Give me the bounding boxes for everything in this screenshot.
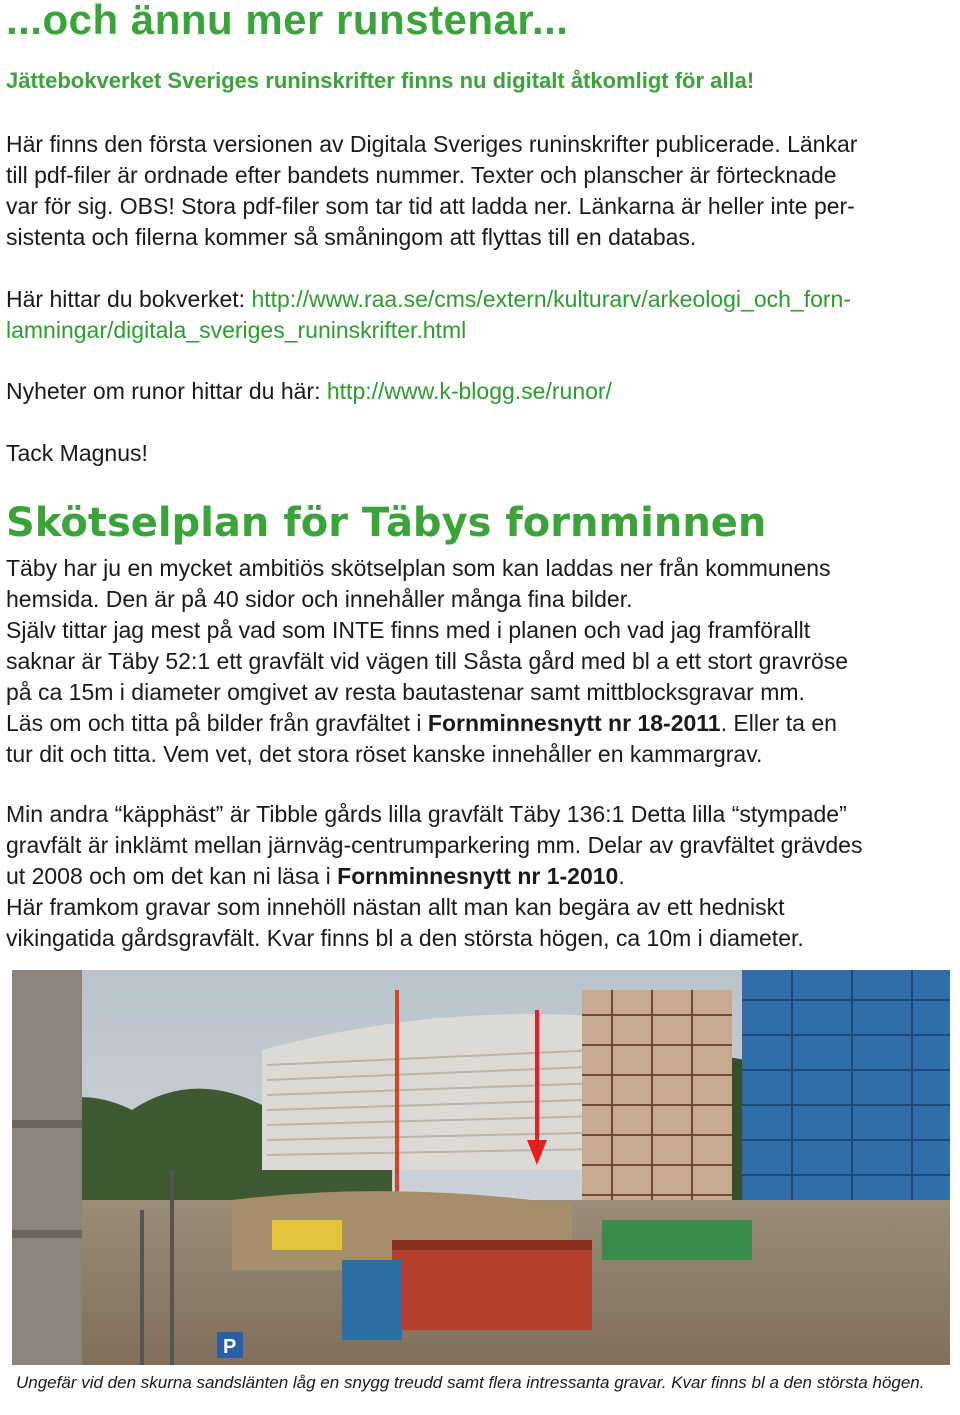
section-paragraph-1	[6, 553, 958, 770]
text-line: Min andra “käpphäst” är Tibble gårds lilla gravfält Täby 136:1 Detta lilla “stympade”	[6, 801, 847, 827]
page-title: ...och ännu mer runstenar...	[6, 0, 569, 43]
bokverket-label: Här hittar du bokverket:	[6, 286, 252, 312]
intro-line: till pdf-filer är ordnade efter bandets nummer. Texter och planscher är förtecknade	[6, 162, 837, 188]
text-line: Själv tittar jag mest på vad som INTE finns med i planen och vad jag framförallt	[6, 617, 811, 643]
text-line: saknar är Täby 52:1 ett gravfält vid vägen till Såsta gård med bl a ett stort gravröse	[6, 648, 849, 674]
text-span: .	[618, 863, 625, 889]
photo-caption: Ungefär vid den skurna sandslänten låg en snygg treudd samt flera intressanta gravar. Kvar finns bl a den största högen.	[16, 1373, 925, 1392]
text-span: . Eller ta en	[720, 710, 837, 736]
section-title: Skötselplan för Täbys fornminnen	[6, 500, 767, 546]
text-line: gravfält är inklämt mellan järnväg-centrumparkering mm. Delar av gravfältet grävdes	[6, 832, 863, 858]
text-line: vikingatida gårdsgravfält. Kvar finns bl a den största högen, ca 10m i diameter.	[6, 925, 804, 951]
intro-line: sistenta och filerna kommer så småningom att flyttas till en databas.	[6, 224, 697, 250]
construction-photo	[12, 970, 950, 1365]
text-span: Läs om och titta på bilder från gravfältet i	[6, 710, 428, 736]
text-span: ut 2008 och om det kan ni läsa i	[6, 863, 338, 889]
intro-line: var för sig. OBS! Stora pdf-filer som tar tid att ladda ner. Länkarna är heller inte per-	[6, 193, 855, 219]
text-line: Täby har ju en mycket ambitiös skötselplan som kan laddas ner från kommunens	[6, 555, 831, 581]
bokverket-paragraph	[6, 284, 954, 346]
text-line: tur dit och titta. Vem vet, det stora röset kanske innehåller en kammargrav.	[6, 741, 763, 767]
thanks-text: Tack Magnus!	[6, 440, 148, 466]
section-paragraph-2	[6, 799, 958, 954]
intro-line: Här finns den första versionen av Digitala Sveriges runinskrifter publicerade. Länkar	[6, 131, 858, 157]
text-line	[6, 861, 958, 892]
subtitle: Jättebokverket Sveriges runinskrifter finns nu digitalt åtkomligt för alla!	[6, 68, 755, 93]
nyheter-link[interactable]: http://www.k-blogg.se/runor/	[326, 378, 612, 404]
intro-paragraph	[6, 129, 954, 253]
fornminnesnytt-ref: Fornminnesnytt nr 18-2011	[427, 710, 721, 736]
bokverket-link-cont[interactable]: lamningar/digitala_sveriges_runinskrifter.html	[6, 317, 467, 343]
parking-sign: P	[223, 1336, 237, 1358]
text-line: hemsida. Den är på 40 sidor och innehåller många fina bilder.	[6, 586, 633, 612]
text-line: Här framkom gravar som innehöll nästan allt man kan begära av ett hedniskt	[6, 894, 785, 920]
text-line	[6, 708, 958, 739]
bokverket-link[interactable]: http://www.raa.se/cms/extern/kulturarv/arkeologi_och_forn-	[251, 286, 851, 312]
fornminnesnytt-ref: Fornminnesnytt nr 1-2010	[337, 863, 619, 889]
text-line: på ca 15m i diameter omgivet av resta bautastenar samt mittblocksgravar mm.	[6, 679, 805, 705]
nyheter-label: Nyheter om runor hittar du här:	[6, 378, 327, 404]
nyheter-paragraph	[6, 376, 954, 407]
